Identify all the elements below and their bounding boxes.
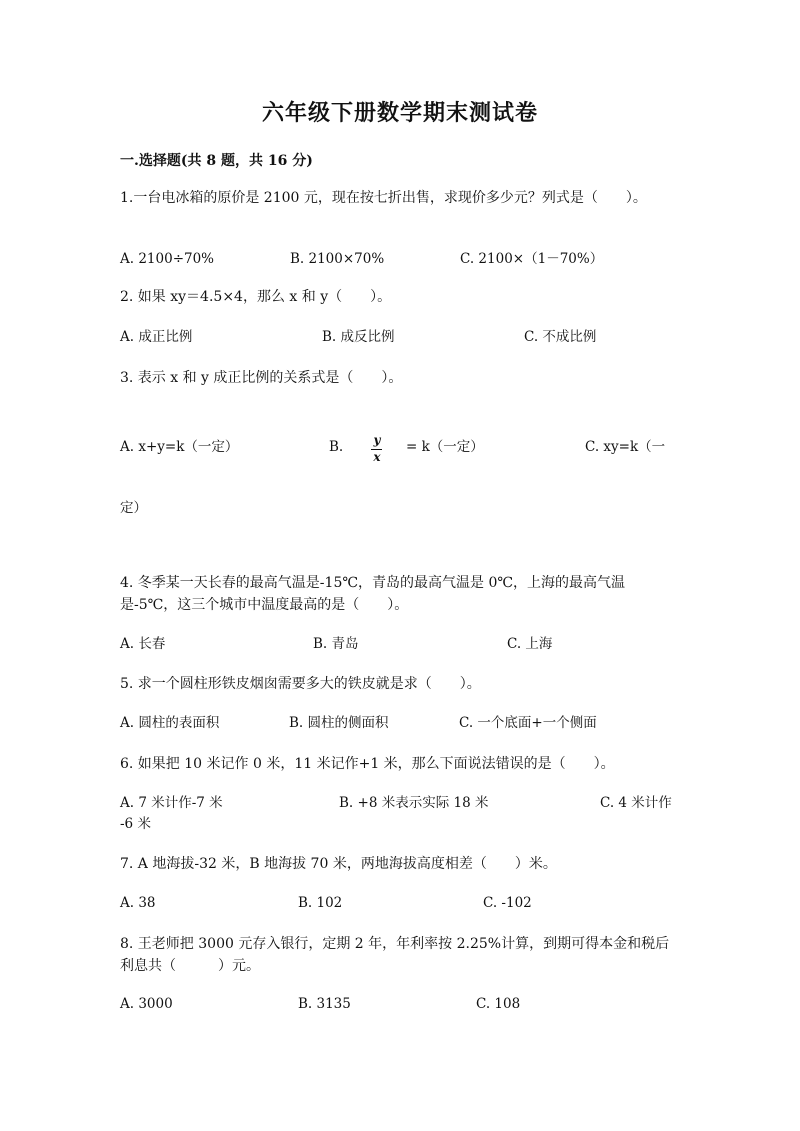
question-4-option-b[interactable]: B. 青岛 (313, 636, 359, 652)
question-3-option-b-label[interactable]: B. (329, 439, 344, 455)
question-2-stem: 2. 如果 xy＝4.5×4，那么 x 和 y（ ）。 (120, 289, 392, 305)
question-8-option-c[interactable]: C. 108 (476, 996, 521, 1012)
question-3-stem: 3. 表示 x 和 y 成正比例的关系式是（ ）。 (120, 370, 403, 386)
question-7-option-a[interactable]: A. 38 (120, 895, 156, 911)
question-5-stem: 5. 求一个圆柱形铁皮烟囱需要多大的铁皮就是求（ ）。 (120, 676, 481, 692)
fraction-numerator: y (373, 433, 381, 447)
question-1-option-a[interactable]: A. 2100÷70% (120, 251, 215, 267)
question-4-option-a[interactable]: A. 长春 (120, 636, 166, 652)
question-8-option-a[interactable]: A. 3000 (120, 996, 173, 1012)
question-7-option-c[interactable]: C. -102 (483, 895, 532, 911)
question-6-option-c[interactable]: C. 4 米计作 (600, 795, 672, 811)
question-4-stem: 4. 冬季某一天长春的最高气温是-15℃，青岛的最高气温是 0℃，上海的最高气温是-5℃，这三个城市中温度最高的是（ ）。 (120, 575, 626, 613)
question-6-option-b[interactable]: B. +8 米表示实际 18 米 (339, 795, 489, 811)
question-2-option-b[interactable]: B. 成反比例 (322, 329, 395, 345)
question-1-stem: 1.一台电冰箱的原价是 2100 元，现在按七折出售，求现价多少元？列式是（ ）。 (120, 190, 647, 206)
question-6-stem: 6. 如果把 10 米记作 0 米，11 米记作+1 米，那么下面说法错误的是（ ）。 (120, 756, 615, 772)
question-2-option-c[interactable]: C. 不成比例 (524, 329, 597, 345)
question-8-option-b[interactable]: B. 3135 (298, 996, 351, 1012)
question-3-option-c-continued: 定） (120, 500, 147, 516)
question-3-option-a[interactable]: A. x+y=k（一定） (120, 439, 239, 455)
question-3-option-b-text: = k（一定） (406, 439, 484, 455)
question-6-option-a[interactable]: A. 7 米计作-7 米 (120, 795, 223, 811)
question-6-option-c-continued: -6 米 (120, 816, 151, 832)
question-5-option-c[interactable]: C. 一个底面+一个侧面 (459, 715, 597, 731)
question-4-option-c[interactable]: C. 上海 (507, 636, 553, 652)
question-1-option-b[interactable]: B. 2100×70% (290, 251, 385, 267)
fraction-denominator: x (373, 450, 381, 464)
question-3-option-c[interactable]: C. xy=k（一 (585, 439, 666, 455)
question-2-option-a[interactable]: A. 成正比例 (120, 329, 193, 345)
question-5-option-b[interactable]: B. 圆柱的侧面积 (289, 715, 389, 731)
question-8-stem: 8. 王老师把 3000 元存入银行，定期 2 年，年利率按 2.25%计算，到期可得本金和税后利息共（ ）元。 (120, 936, 670, 974)
page-title: 六年级下册数学期末测试卷 (261, 100, 538, 126)
question-7-option-b[interactable]: B. 102 (298, 895, 343, 911)
question-1-option-c[interactable]: C. 2100×（1－70%） (460, 251, 604, 267)
section-heading: 一.选择题(共 8 题，共 16 分) (120, 153, 313, 169)
question-7-stem: 7. A 地海拔-32 米，B 地海拔 70 米，两地海拔高度相差（ ）米。 (120, 856, 557, 872)
question-5-option-a[interactable]: A. 圆柱的表面积 (120, 715, 220, 731)
